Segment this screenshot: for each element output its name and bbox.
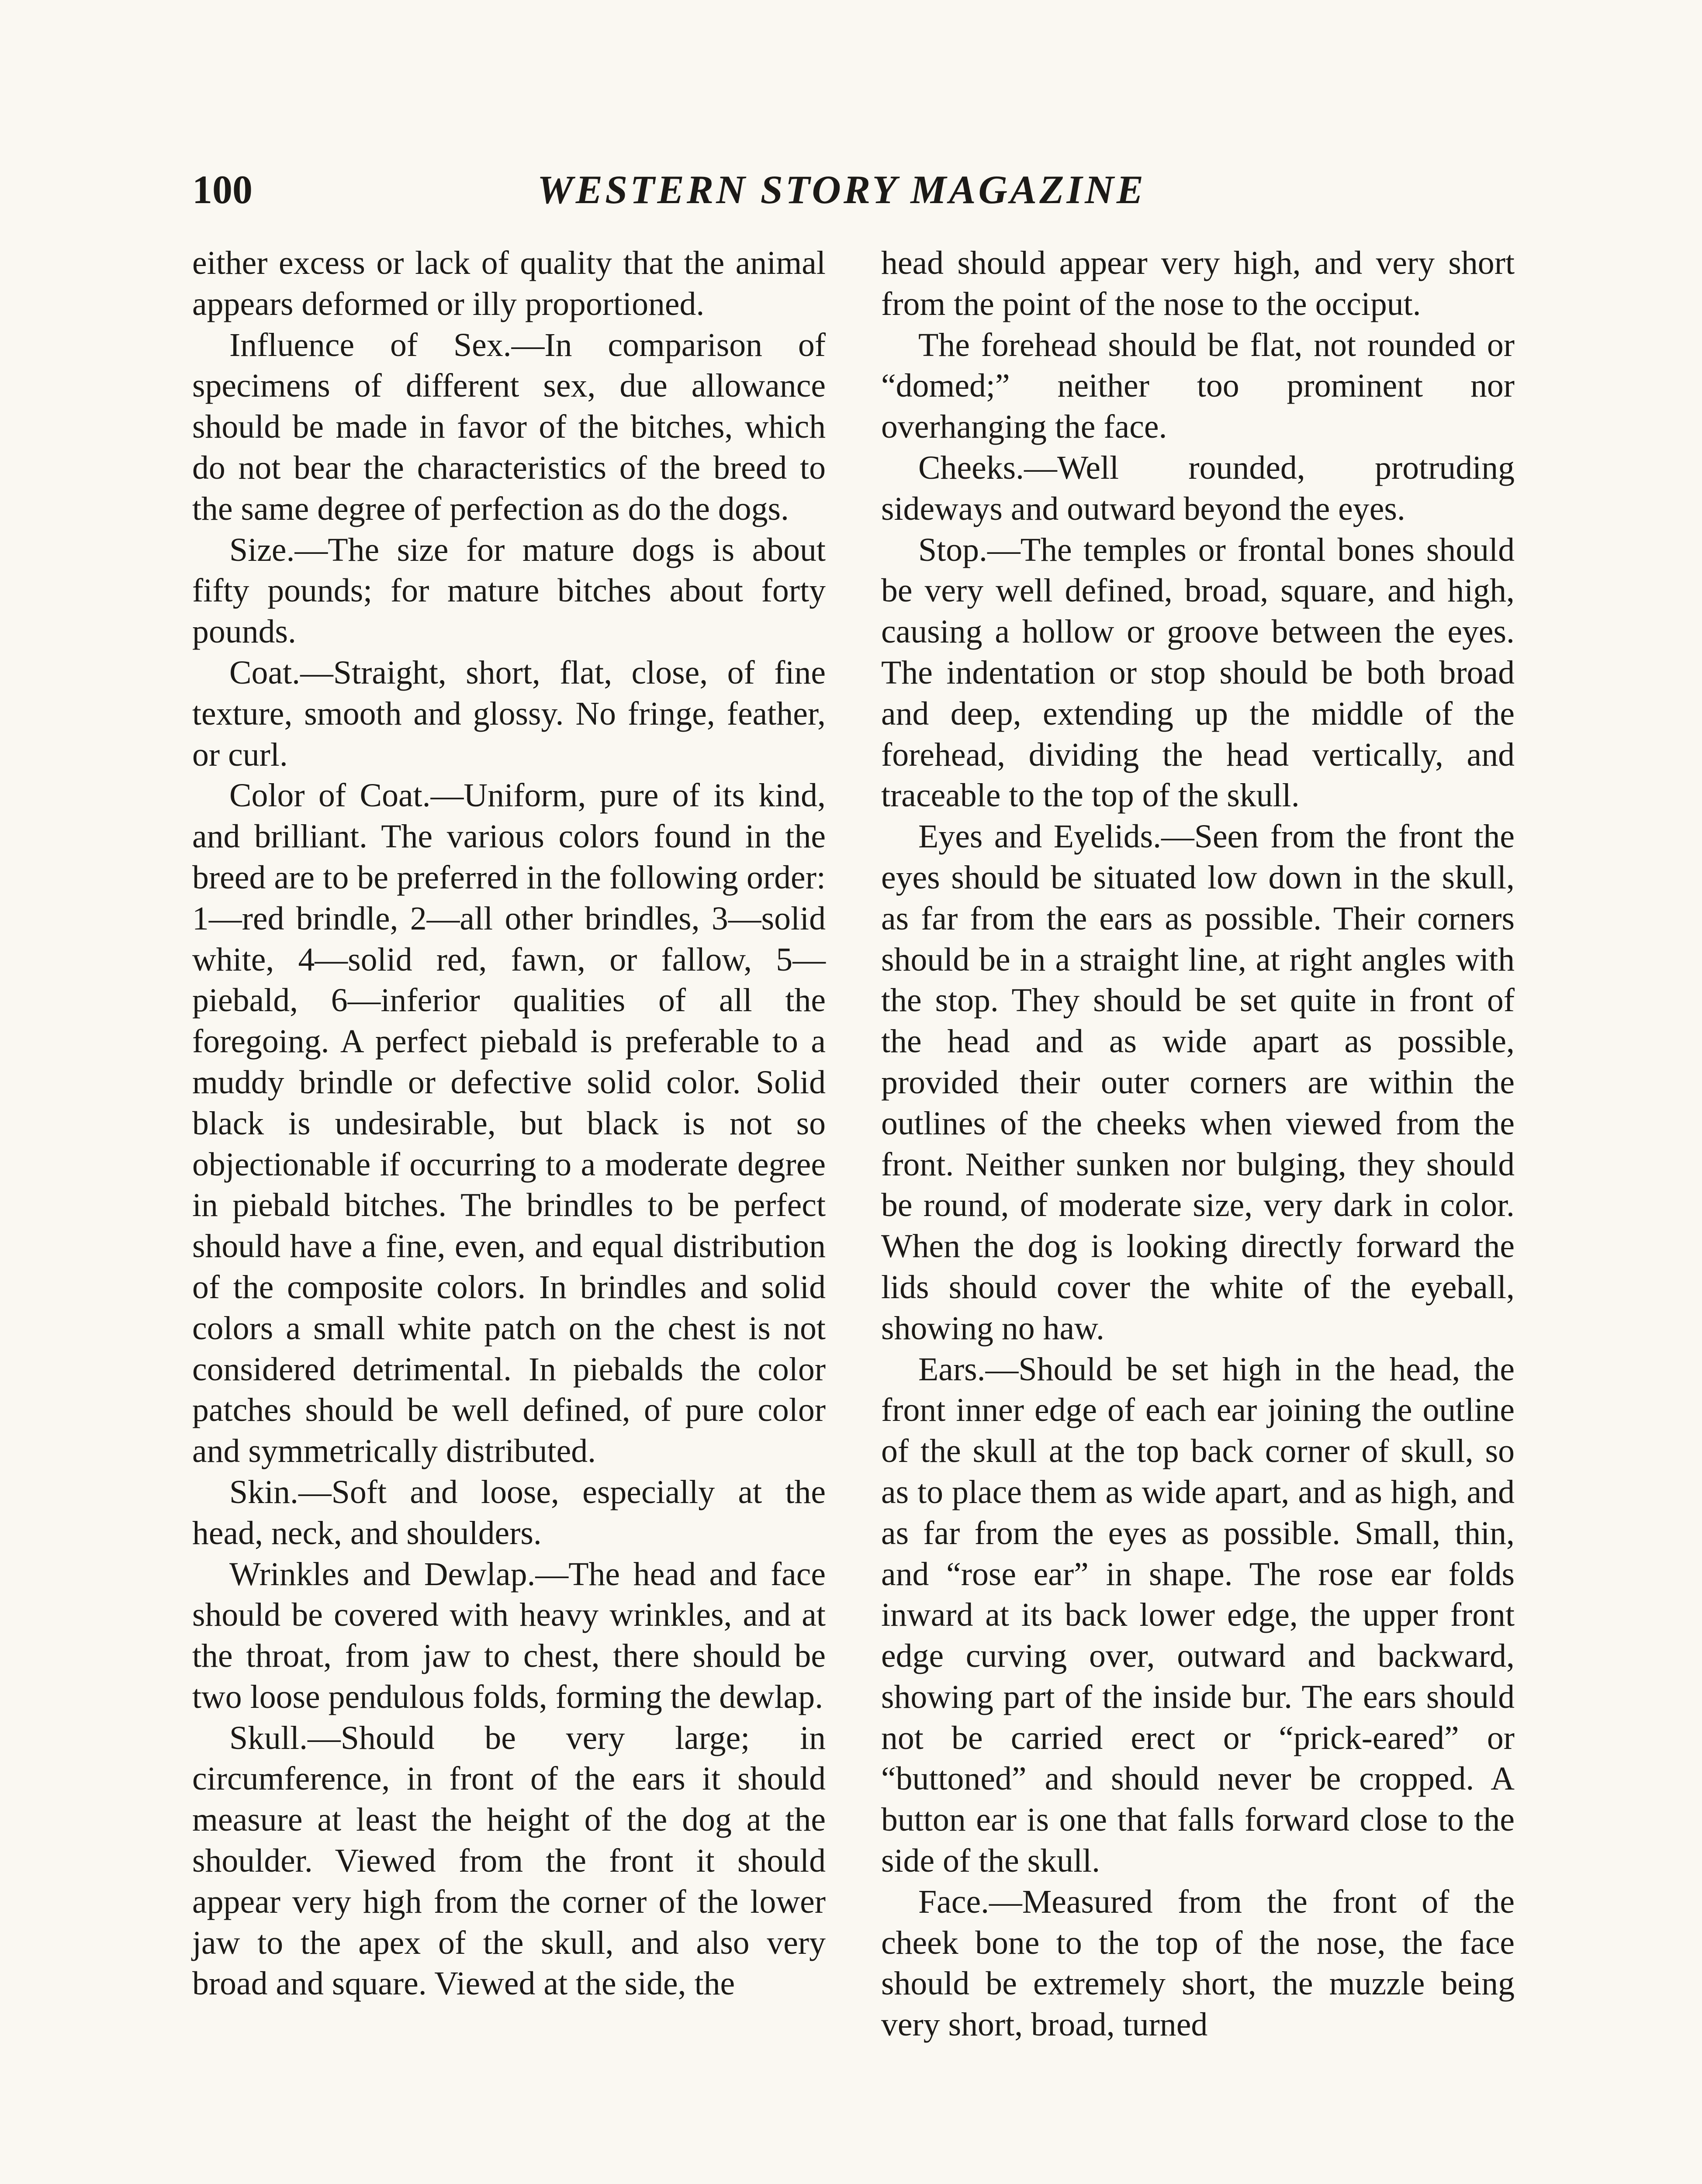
- paragraph: Size.—The size for mature dogs is about fifty pounds; for mature bitches about forty pounds.: [192, 531, 826, 650]
- paragraph: The forehead should be flat, not rounded or “domed;” neither too prominent nor overhanging the face.: [881, 326, 1515, 446]
- paragraph: Coat.—Straight, short, flat, close, of fine texture, smooth and glossy. No fringe, feather, or curl.: [192, 654, 826, 773]
- page-header: [0, 0, 1702, 218]
- paragraph: Skin.—Soft and loose, especially at the head, neck, and shoulders.: [192, 1473, 826, 1552]
- paragraph: Skull.—Should be very large; in circumference, in front of the ears it should measure at least the height of the dog at the shoulder. Viewed from the front it should appear very high from the corner of the lower jaw to the apex of the skull, and also very broad and square. Viewed at the side, the: [192, 1719, 826, 2002]
- paragraph: Cheeks.—Well rounded, protruding sideways and outward beyond the eyes.: [881, 449, 1515, 527]
- running-title: WESTERN STORY MAGAZINE: [537, 167, 1146, 212]
- text-column-right: [881, 243, 1515, 2046]
- paragraph: Eyes and Eyelids.—Seen from the front the eyes should be situated low down in the skull, as far from the ears as possible. Their corners should be in a straight line, at right angles with the stop. They should be set quite in front of the head and as wide apart as possible, provided their outer corners are within the outlines of the cheeks when viewed from the front. Neither sunken nor bulging, they should be round, of moderate size, very dark in color. When the dog is looking directly forward the lids should cover the white of the eyeball, showing no haw.: [881, 818, 1515, 1347]
- paragraph: Color of Coat.—Uniform, pure of its kind, and brilliant. The various colors found in the breed are to be preferred in the following order: 1—red brindle, 2—all other brindles, 3—solid white, 4—solid red, fawn, or fallow, 5—piebald, 6—inferior qualities of all the foregoing. A perfect piebald is preferable to a muddy brindle or defective solid color. Solid black is undesirable, but black is not so objectionable if occurring to a moderate degree in piebald bitches. The brindles to be perfect should have a fine, even, and equal distribution of the composite colors. In brindles and solid colors a small white patch on the chest is not considered detrimental. In piebalds the color patches should be well defined, of pure color and symmetrically distributed.: [192, 777, 826, 1470]
- paragraph: Ears.—Should be set high in the head, the front inner edge of each ear joining the outline of the skull at the top back corner of skull, so as to place them as wide apart, and as high, and as far from the eyes as possible. Small, thin, and “rose ear” in shape. The rose ear folds inward at its back lower edge, the upper front edge curving over, outward and backward, showing part of the inside bur. The ears should not be carried erect or “prick-eared” or “buttoned” and should never be cropped. A button ear is one that falls forward close to the side of the skull.: [881, 1351, 1515, 1880]
- paragraph: either excess or lack of quality that the animal appears deformed or illy proportioned.: [192, 245, 826, 322]
- text-column-left: [192, 243, 826, 2004]
- paragraph: Face.—Measured from the front of the cheek bone to the top of the nose, the face should be extremely short, the muzzle being very short, broad, turned: [881, 1883, 1515, 2043]
- paragraph: Stop.—The temples or frontal bones should be very well defined, broad, square, and high, causing a hollow or groove between the eyes. The indentation or stop should be both broad and deep, extending up the middle of the forehead, dividing the head vertically, and traceable to the top of the skull.: [881, 531, 1515, 814]
- paragraph: Influence of Sex.—In comparison of specimens of different sex, due allowance should be made in favor of the bitches, which do not bear the characteristics of the breed to the same degree of perfection as do the dogs.: [192, 326, 826, 527]
- page-number: 100: [192, 167, 253, 212]
- paragraph: Wrinkles and Dewlap.—The head and face should be covered with heavy wrinkles, and at the throat, from jaw to chest, there should be two loose pendulous folds, forming the dewlap.: [192, 1555, 826, 1715]
- paragraph: head should appear very high, and very short from the point of the nose to the occiput.: [881, 245, 1515, 322]
